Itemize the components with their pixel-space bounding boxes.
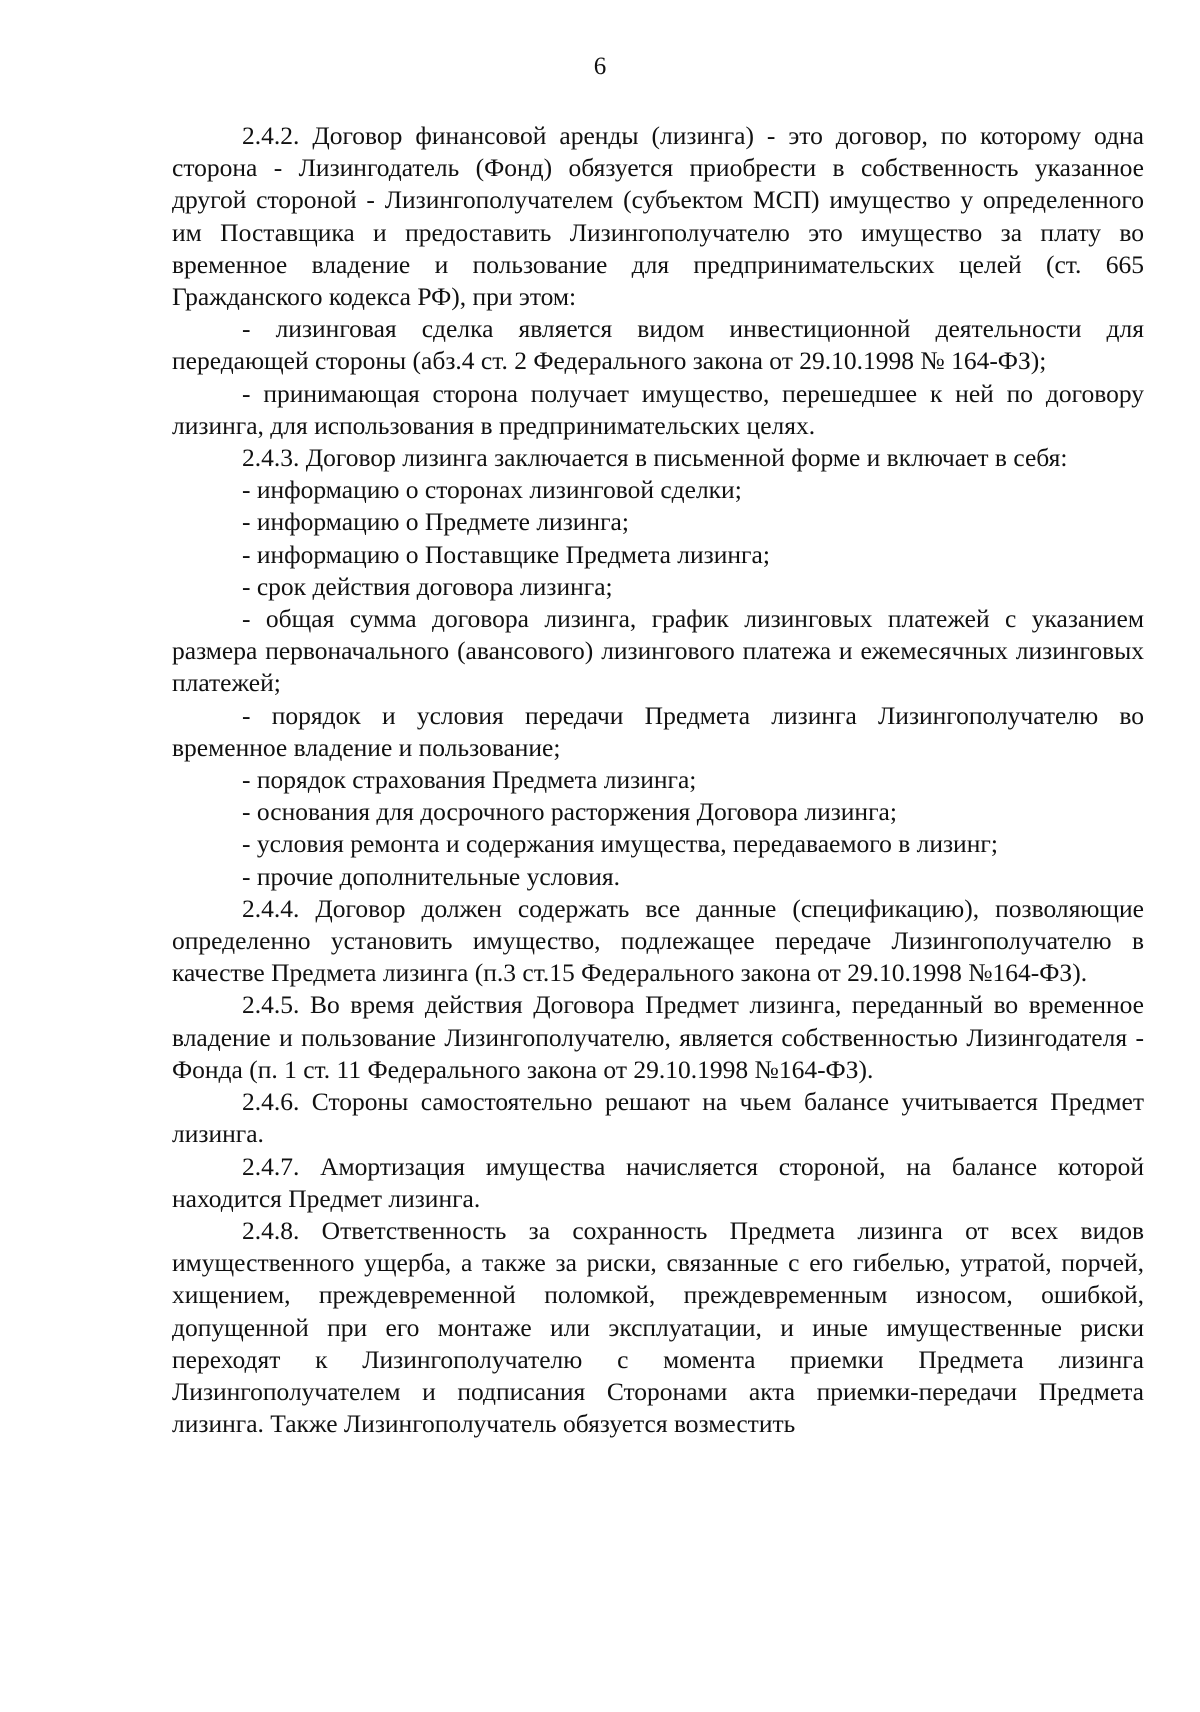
list-item: - срок действия договора лизинга; [242,571,613,601]
paragraph-2-4-7: 2.4.7. Амортизация имущества начисляется стороной, на балансе которой находится Предмет лизинга. [172,1151,1144,1213]
list-item: - информацию о сторонах лизинговой сделки; [242,475,742,505]
paragraph-2-4-6: 2.4.6. Стороны самостоятельно решают на чьем балансе учитывается Предмет лизинга. [172,1087,1144,1149]
list-item: - информацию о Поставщике Предмета лизинга; [242,539,770,569]
paragraph-2-4-3: 2.4.3. Договор лизинга заключается в письменной форме и включает в себя: [242,443,1068,473]
list-item: - принимающая сторона получает имущество, перешедшее к ней по договору лизинга, для использования в предпринимательских целях. [172,378,1144,440]
document-body [172,120,1144,1440]
list-item: - условия ремонта и содержания имущества, передаваемого в лизинг; [242,829,998,859]
list-item: - прочие дополнительные условия. [242,861,620,891]
list-item: - общая сумма договора лизинга, график лизинговых платежей с указанием размера первоначального (авансового) лизингового платежа и ежемесячных лизинговых платежей; [172,604,1144,698]
page-number: 6 [593,53,607,80]
list-item: - лизинговая сделка является видом инвестиционной деятельности для передающей стороны (абз.4 ст. 2 Федерального закона от 29.10.1998 № 164-ФЗ); [172,314,1144,376]
list-item: - информацию о Предмете лизинга; [242,507,629,537]
list-item: - порядок страхования Предмета лизинга; [242,765,697,795]
paragraph-2-4-2: 2.4.2. Договор финансовой аренды (лизинга) - это договор, по которому одна сторона - Лизингодатель (Фонд) обязуется приобрести в собственность указанное другой стороной - Лизингополучателем (субъектом МСП) имущество у определенного им Поставщика и предоставить Лизингополучателю это имущество за плату во временное владение и пользование для предпринимательских целей (ст. 665 Гражданского кодекса РФ), при этом: [172,121,1144,312]
paragraph-2-4-4: 2.4.4. Договор должен содержать все данные (спецификацию), позволяющие определенно установить имущество, подлежащее передаче Лизингополучателю в качестве Предмета лизинга (п.3 ст.15 Федерального закона от 29.10.1998 №164-ФЗ). [172,893,1144,988]
paragraph-2-4-8: 2.4.8. Ответственность за сохранность Предмета лизинга от всех видов имущественного ущерба, а также за риски, связанные с его гибелью, утратой, порчей, хищением, преждевременной поломкой, преждевременным износом, ошибкой, допущенной при его монтаже или эксплуатации, и иные имущественные риски переходят к Лизингополучателю с момента приемки Предмета лизинга Лизингополучателем и подписания Сторонами акта приемки-передачи Предмета лизинга. Также Лизингополучатель обязуется возместить [172,1215,1144,1439]
list-item: - порядок и условия передачи Предмета лизинга Лизингополучателю во временное владение и пользование; [172,700,1144,762]
paragraph-2-4-5: 2.4.5. Во время действия Договора Предмет лизинга, переданный во временное владение и пользование Лизингополучателю, является собственностью Лизингодателя - Фонда (п. 1 ст. 11 Федерального закона от 29.10.1998 №164-ФЗ). [172,990,1144,1084]
list-item: - основания для досрочного расторжения Договора лизинга; [242,797,897,827]
